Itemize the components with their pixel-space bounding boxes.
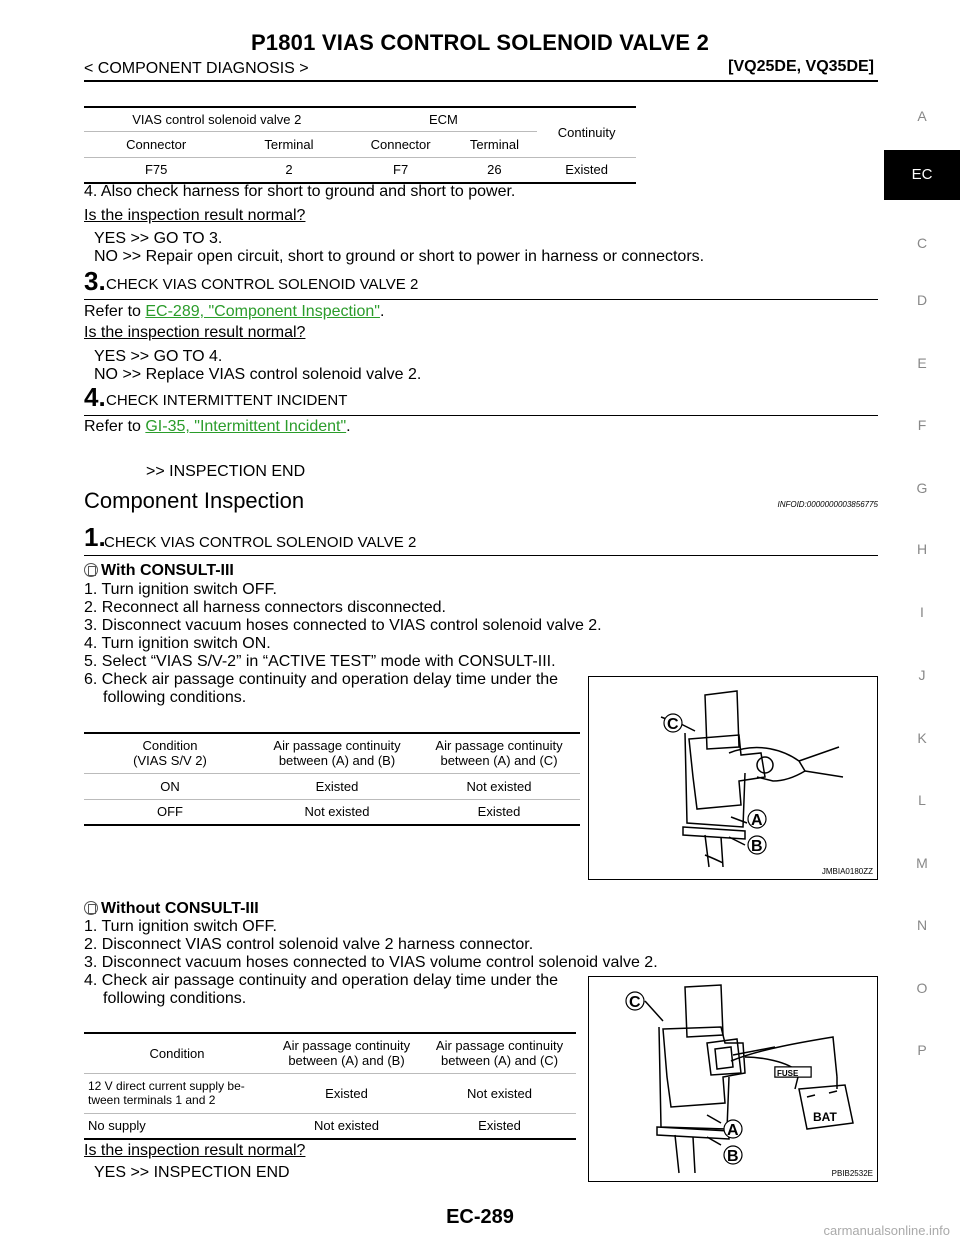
label-a: A [727, 1122, 739, 1139]
side-index-j[interactable]: J [918, 667, 926, 683]
figure-code: PBIB2532E [831, 1169, 873, 1178]
table-header: Connector [84, 131, 228, 157]
with-step: following conditions. [103, 689, 247, 706]
yes-result: YES >> GO TO 4. [94, 348, 223, 365]
without-step: 1. Turn ignition switch OFF. [84, 918, 277, 935]
side-index-m[interactable]: M [916, 855, 928, 871]
side-index-g[interactable]: G [916, 480, 928, 496]
table-header: Connector [350, 131, 452, 157]
step-number: 4. [84, 382, 106, 412]
step-title: CHECK INTERMITTENT INCIDENT [106, 392, 348, 409]
side-index-c[interactable]: C [916, 235, 928, 251]
with-consult-label [84, 562, 234, 580]
inspection-question: Is the inspection result normal? [84, 1142, 306, 1159]
table-cell: Not existed [270, 1113, 423, 1139]
side-index-e[interactable]: E [917, 355, 927, 371]
with-step: 6. Check air passage continuity and operation delay time under the [84, 671, 559, 688]
side-index-o[interactable]: O [916, 980, 928, 996]
no-result: NO >> Replace VIAS control solenoid valve 2. [94, 366, 422, 383]
side-index-k[interactable]: K [917, 730, 927, 746]
side-index-d[interactable]: D [916, 292, 928, 308]
side-index-l[interactable]: L [918, 792, 926, 808]
label-c: C [667, 716, 679, 733]
page-title: P1801 VIAS CONTROL SOLENOID VALVE 2 [250, 30, 710, 55]
solenoid-valve-figure [588, 676, 878, 880]
yes-result: YES >> INSPECTION END [94, 1164, 290, 1181]
table-header: Terminal [452, 131, 538, 157]
battery-label: BAT [813, 1110, 837, 1124]
side-index-i[interactable]: I [920, 604, 924, 620]
without-step: 2. Disconnect VIAS control solenoid valve 2 harness connector. [84, 936, 534, 953]
table-cell: 2 [228, 157, 349, 183]
engine-label: [VQ25DE, VQ35DE] [728, 58, 874, 75]
table-cell: Existed [537, 157, 636, 183]
consult-icon [84, 563, 98, 577]
inspection-question: Is the inspection result normal? [84, 207, 306, 224]
without-step: following conditions. [103, 990, 247, 1007]
table-header: VIAS control solenoid valve 2 [84, 107, 350, 131]
figure-code: JMBIA0180ZZ [821, 867, 873, 876]
without-consult-text: Without CONSULT-III [101, 900, 259, 917]
table-cell: OFF [84, 799, 256, 825]
table-cell: F7 [350, 157, 452, 183]
without-step: 3. Disconnect vacuum hoses connected to VIAS volume control solenoid valve 2. [84, 954, 658, 971]
step-3-heading [84, 268, 878, 300]
solenoid-battery-figure [588, 976, 878, 1182]
with-consult-table [84, 732, 580, 826]
refer-prefix: Refer to [84, 303, 146, 320]
side-index-f[interactable]: F [917, 417, 927, 433]
watermark: carmanualsonline.info [823, 1223, 950, 1238]
label-b: B [727, 1148, 739, 1165]
with-step: 2. Reconnect all harness connectors disconnected. [84, 599, 446, 616]
side-index-a[interactable]: A [917, 108, 927, 124]
refer-suffix: . [346, 418, 351, 435]
ci-step-1-heading [84, 524, 878, 556]
table-header: Air passage continuity between (A) and (B) [270, 1033, 423, 1073]
table-cell: ON [84, 773, 256, 799]
table-header: Condition (VIAS S/V 2) [84, 733, 256, 773]
table-header: Condition [84, 1033, 270, 1073]
refer-prefix: Refer to [84, 418, 146, 435]
refer-suffix: . [379, 303, 385, 320]
table-cell: Existed [423, 1113, 576, 1139]
intermittent-incident-link[interactable]: GI-35, "Intermittent Incident" [145, 418, 347, 435]
table-header: Continuity [537, 107, 636, 157]
table-header: Air passage continuity between (A) and (C) [423, 1033, 576, 1073]
table-header: Air passage continuity between (A) and (C) [418, 733, 580, 773]
side-index-n[interactable]: N [916, 917, 928, 933]
without-consult-table [84, 1032, 576, 1140]
inspection-end: >> INSPECTION END [146, 463, 306, 480]
step-number: 1. [84, 522, 106, 552]
step-number: 3. [84, 266, 106, 296]
table-cell: 12 V direct current supply be- tween terminals 1 and 2 [84, 1073, 270, 1113]
component-inspection-link[interactable]: EC-289, "Component Inspection" [145, 303, 380, 320]
step-title: CHECK VIAS CONTROL SOLENOID VALVE 2 [104, 534, 417, 551]
page-number: EC-289 [446, 1206, 514, 1228]
side-index-h[interactable]: H [916, 541, 928, 557]
with-step: 5. Select “VIAS S/V-2” in “ACTIVE TEST” mode with CONSULT-III. [84, 653, 556, 670]
table-cell: Not existed [256, 799, 418, 825]
step-title: CHECK VIAS CONTROL SOLENOID VALVE 2 [106, 276, 419, 293]
refer-line [84, 303, 384, 321]
without-step: 4. Check air passage continuity and operation delay time under the [84, 972, 559, 989]
table-cell: Not existed [418, 773, 580, 799]
table-cell: Existed [270, 1073, 423, 1113]
side-index-p[interactable]: P [917, 1042, 927, 1058]
label-a: A [751, 812, 763, 829]
table-cell: Existed [256, 773, 418, 799]
solenoid-valve-drawing [589, 677, 877, 879]
table-header: ECM [350, 107, 538, 131]
section-label: < COMPONENT DIAGNOSIS > [84, 60, 309, 77]
label-b: B [751, 838, 763, 855]
step-4-heading [84, 384, 878, 416]
check-harness-text: 4. Also check harness for short to ground and short to power. [84, 183, 516, 200]
fuse-label: FUSE [777, 1069, 799, 1078]
label-c: C [629, 994, 641, 1011]
no-result: NO >> Repair open circuit, short to ground or short to power in harness or connectors. [94, 248, 705, 265]
table-header: Terminal [228, 131, 349, 157]
with-step: 3. Disconnect vacuum hoses connected to VIAS control solenoid valve 2. [84, 617, 602, 634]
side-index-ec[interactable]: EC [884, 150, 960, 200]
refer-line [84, 418, 351, 436]
table-cell: 26 [452, 157, 538, 183]
with-step: 1. Turn ignition switch OFF. [84, 581, 277, 598]
inspection-question: Is the inspection result normal? [84, 324, 306, 341]
without-consult-label [84, 900, 259, 918]
table-header: Air passage continuity between (A) and (B) [256, 733, 418, 773]
solenoid-battery-drawing [589, 977, 877, 1181]
table-cell: Not existed [423, 1073, 576, 1113]
info-id: INFOID:0000000003856775 [777, 500, 878, 509]
with-step: 4. Turn ignition switch ON. [84, 635, 271, 652]
yes-result: YES >> GO TO 3. [94, 230, 223, 247]
table-cell: F75 [84, 157, 228, 183]
table-cell: Existed [418, 799, 580, 825]
table-cell: No supply [84, 1113, 270, 1139]
no-consult-icon [84, 901, 98, 915]
continuity-table [84, 106, 636, 184]
header-rule [84, 80, 878, 82]
section-title: Component Inspection [84, 488, 305, 513]
with-consult-text: With CONSULT-III [101, 562, 234, 579]
